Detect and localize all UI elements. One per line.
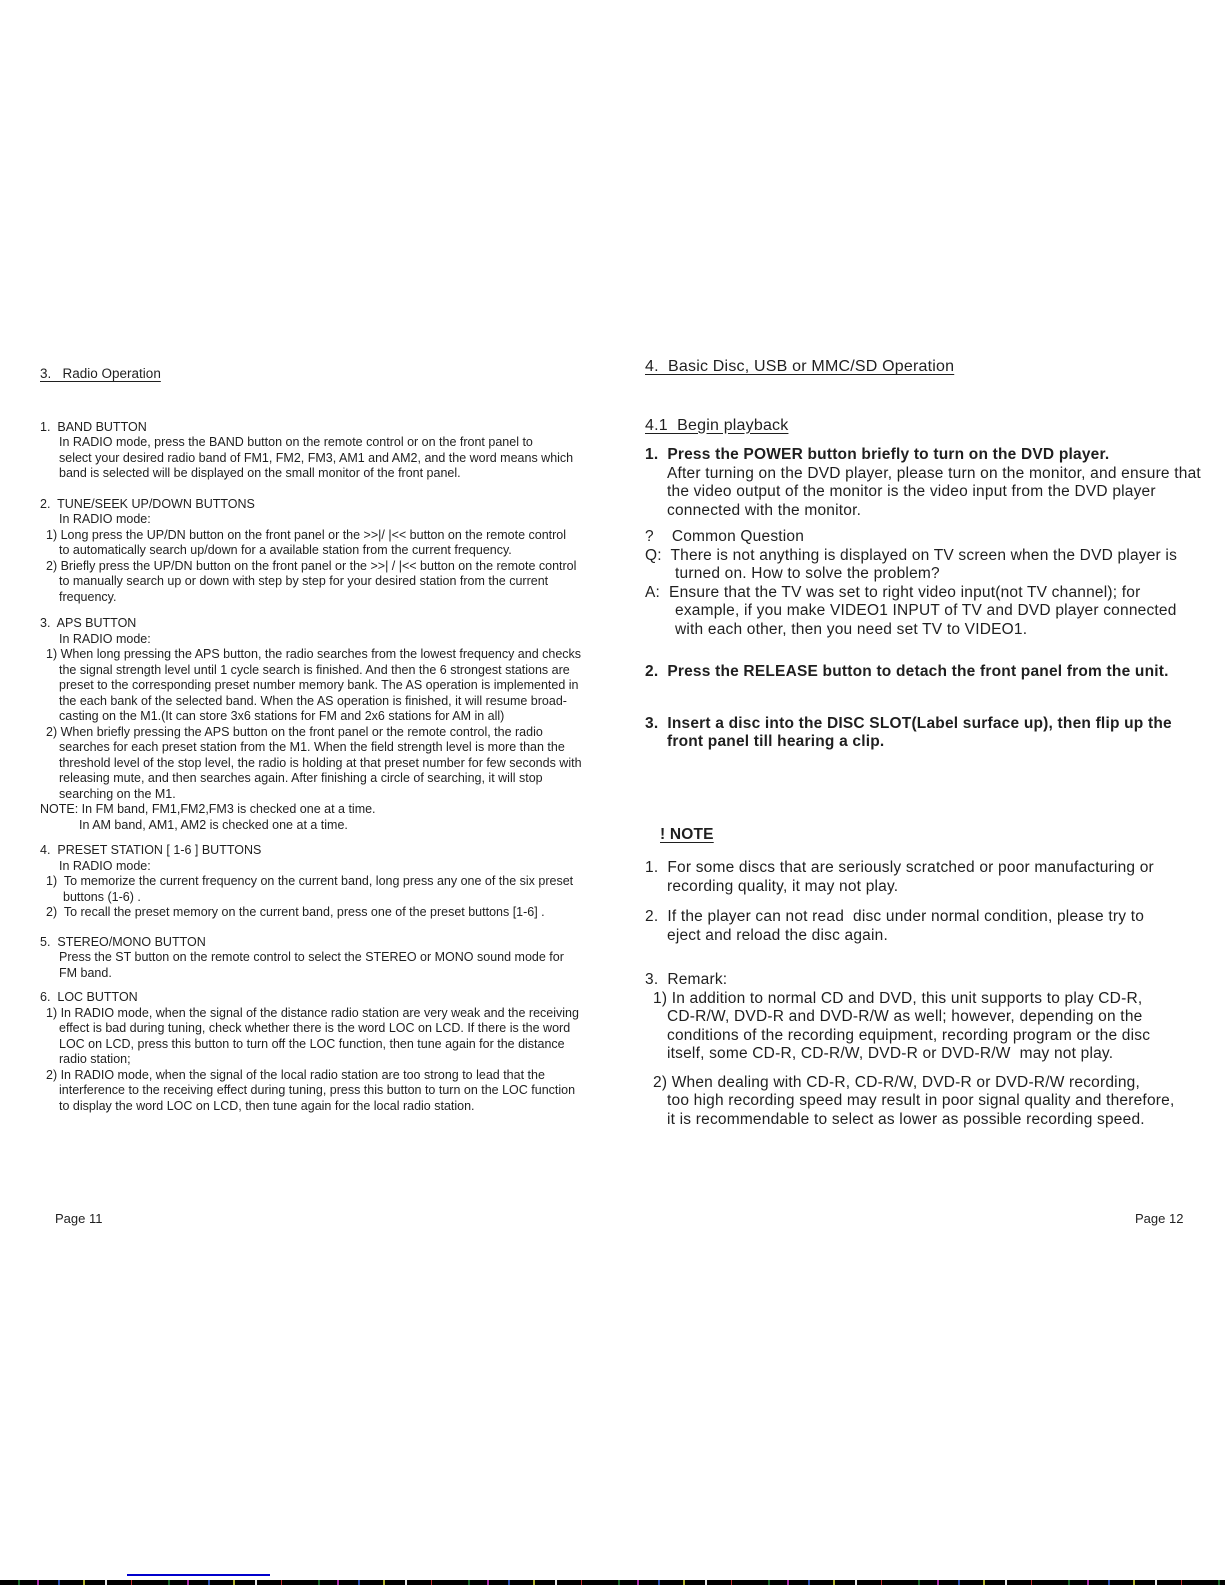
text-line: releasing mute, and then searches again. After finishing a circle of searching, it will stop: [59, 771, 543, 785]
text-line: buttons (1-6) .: [63, 889, 141, 904]
text-line: 2) To recall the preset memory on the current band, press one of the preset buttons [1-6] .: [46, 905, 545, 919]
text-line: 1) In addition to normal CD and DVD, this unit supports to play CD-R,: [653, 989, 1143, 1007]
text-line: Press the ST button on the remote control to select the STEREO or MONO sound mode for: [59, 950, 564, 964]
text-line: 4. PRESET STATION [ 1-6 ] BUTTONS: [40, 843, 262, 857]
text-line: A: Ensure that the TV was set to right video input(not TV channel); for: [645, 583, 1141, 601]
text-line: 5. STEREO/MONO BUTTON: [40, 934, 206, 949]
text-line: the video output of the monitor is the video input from the DVD player: [667, 483, 1156, 500]
text-line: 3. APS BUTTON: [40, 616, 137, 630]
text-line: to manually search up or down with step by step for your desired station from the current: [59, 574, 549, 588]
text-line: 2) When briefly pressing the APS button on the front panel or the remote control, the radio: [46, 724, 543, 739]
text-line: casting on the M1.(It can store 3x6 stations for FM and 2x6 stations for AM in all): [59, 709, 505, 723]
text-line: preset to the corresponding preset number memory bank. The AS operation is implemented in: [59, 678, 579, 692]
text-line: searching on the M1.: [59, 786, 176, 801]
text-line: to automatically search up/down for a available station from the current frequency.: [59, 543, 512, 557]
text-line: itself, some CD-R, CD-R/W, DVD-R or DVD-R/W may not play.: [667, 1045, 1114, 1062]
manual-page-left: [40, 366, 610, 1114]
text-line: Q: There is not anything is displayed on TV screen when the DVD player is: [645, 546, 1178, 564]
text-line: example, if you make VIDEO1 INPUT of TV and DVD player connected: [675, 602, 1177, 619]
text-line: 2. If the player can not read disc under normal condition, please try to: [645, 908, 1145, 925]
text-line: 2) Briefly press the UP/DN button on the front panel or the >>| / |<< button on the remote control: [46, 558, 577, 573]
text-line: 2. TUNE/SEEK UP/DOWN BUTTONS: [40, 496, 255, 511]
text-line: threshold level of the stop level, the radio is holding at that preset number for few seconds with: [59, 755, 582, 770]
text-line: too high recording speed may result in poor signal quality and therefore,: [667, 1092, 1175, 1109]
text-line: After turning on the DVD player, please turn on the monitor, and ensure that: [667, 464, 1201, 482]
text-line: with each other, then you need set TV to VIDEO1.: [675, 620, 1028, 638]
text-line: In RADIO mode, press the BAND button on the remote control or on the front panel to: [59, 435, 533, 449]
section-heading: 4. Basic Disc, USB or MMC/SD Operation: [645, 358, 955, 375]
text-line: select your desired radio band of FM1, FM2, FM3, AM1 and AM2, and the word means which: [59, 450, 574, 465]
section-heading: 3. Radio Operation: [40, 366, 161, 381]
text-line: eject and reload the disc again.: [667, 926, 888, 944]
text-line: In AM band, AM1, AM2 is checked one at a time.: [79, 817, 348, 832]
manual-page-right: [645, 358, 1200, 1129]
text-line: to display the word LOC on LCD, then tune again for the local radio station.: [59, 1098, 475, 1113]
text-line: connected with the monitor.: [667, 501, 862, 519]
text-line: 1. Press the POWER button briefly to turn on the DVD player.: [645, 446, 1110, 463]
text-line: conditions of the recording equipment, recording program or the disc: [667, 1026, 1151, 1044]
text-line: effect is bad during tuning, check whether there is the word LOC on LCD. If there is the word: [59, 1021, 571, 1035]
text-line: 3. Remark:: [645, 971, 728, 988]
text-line: LOC on LCD, press this button to turn off the LOC function, then tune again for the distance: [59, 1036, 565, 1051]
text-line: band is selected will be displayed on the small monitor of the front panel.: [59, 466, 461, 480]
text-line: 2. Press the RELEASE button to detach the front panel from the unit.: [645, 663, 1169, 680]
note-heading: ! NOTE: [660, 825, 714, 843]
text-line: 2) In RADIO mode, when the signal of the local radio station are too strong to lead that the: [46, 1067, 545, 1082]
text-line: In RADIO mode:: [59, 512, 151, 526]
text-line: interference to the receiving effect during tuning, press this button to turn on the LOC function: [59, 1083, 576, 1097]
text-line: ? Common Question: [645, 528, 805, 545]
text-line: In RADIO mode:: [59, 858, 151, 873]
text-line: turned on. How to solve the problem?: [675, 565, 940, 582]
text-line: 1) Long press the UP/DN button on the front panel or the >>|/ |<< button on the remote control: [46, 527, 567, 542]
text-line: searches for each preset station from the M1. When the field strength level is more than the: [59, 740, 565, 754]
text-line: 3. Insert a disc into the DISC SLOT(Label surface up), then flip up the: [645, 714, 1172, 732]
text-line: 1) To memorize the current frequency on the current band, long press any one of the six preset: [46, 874, 574, 888]
text-line: In RADIO mode:: [59, 631, 151, 646]
text-line: NOTE: In FM band, FM1,FM2,FM3 is checked one at a time.: [40, 802, 376, 816]
text-line: 1) In RADIO mode, when the signal of the distance radio station are very weak and the receiving: [46, 1005, 579, 1020]
text-line: 1) When long pressing the APS button, the radio searches from the lowest frequency and checks: [46, 647, 582, 661]
ink-mark: [127, 1574, 270, 1576]
text-line: 1. BAND BUTTON: [40, 419, 147, 434]
text-line: recording quality, it may not play.: [667, 877, 899, 895]
text-line: CD-R/W, DVD-R and DVD-R/W as well; however, depending on the: [667, 1008, 1143, 1025]
scan-edge-artifact: [0, 1580, 1225, 1585]
text-line: the signal strength level until 1 cycle search is finished. And then the 6 strongest stations are: [59, 662, 570, 677]
text-line: it is recommendable to select as lower as possible recording speed.: [667, 1110, 1145, 1128]
text-line: frequency.: [59, 589, 117, 604]
page-number-right: Page 12: [1135, 1211, 1184, 1226]
page-number-left: Page 11: [55, 1211, 103, 1226]
section-heading: 4.1 Begin playback: [645, 416, 789, 434]
text-line: 6. LOC BUTTON: [40, 990, 138, 1004]
text-line: front panel till hearing a clip.: [667, 733, 885, 750]
text-line: radio station;: [59, 1052, 131, 1066]
text-line: 2) When dealing with CD-R, CD-R/W, DVD-R or DVD-R/W recording,: [653, 1073, 1140, 1091]
text-line: 1. For some discs that are seriously scratched or poor manufacturing or: [645, 859, 1154, 876]
text-line: FM band.: [59, 965, 112, 980]
text-line: the each bank of the selected band. When the AS operation is finished, it will resume broad-: [59, 693, 567, 708]
